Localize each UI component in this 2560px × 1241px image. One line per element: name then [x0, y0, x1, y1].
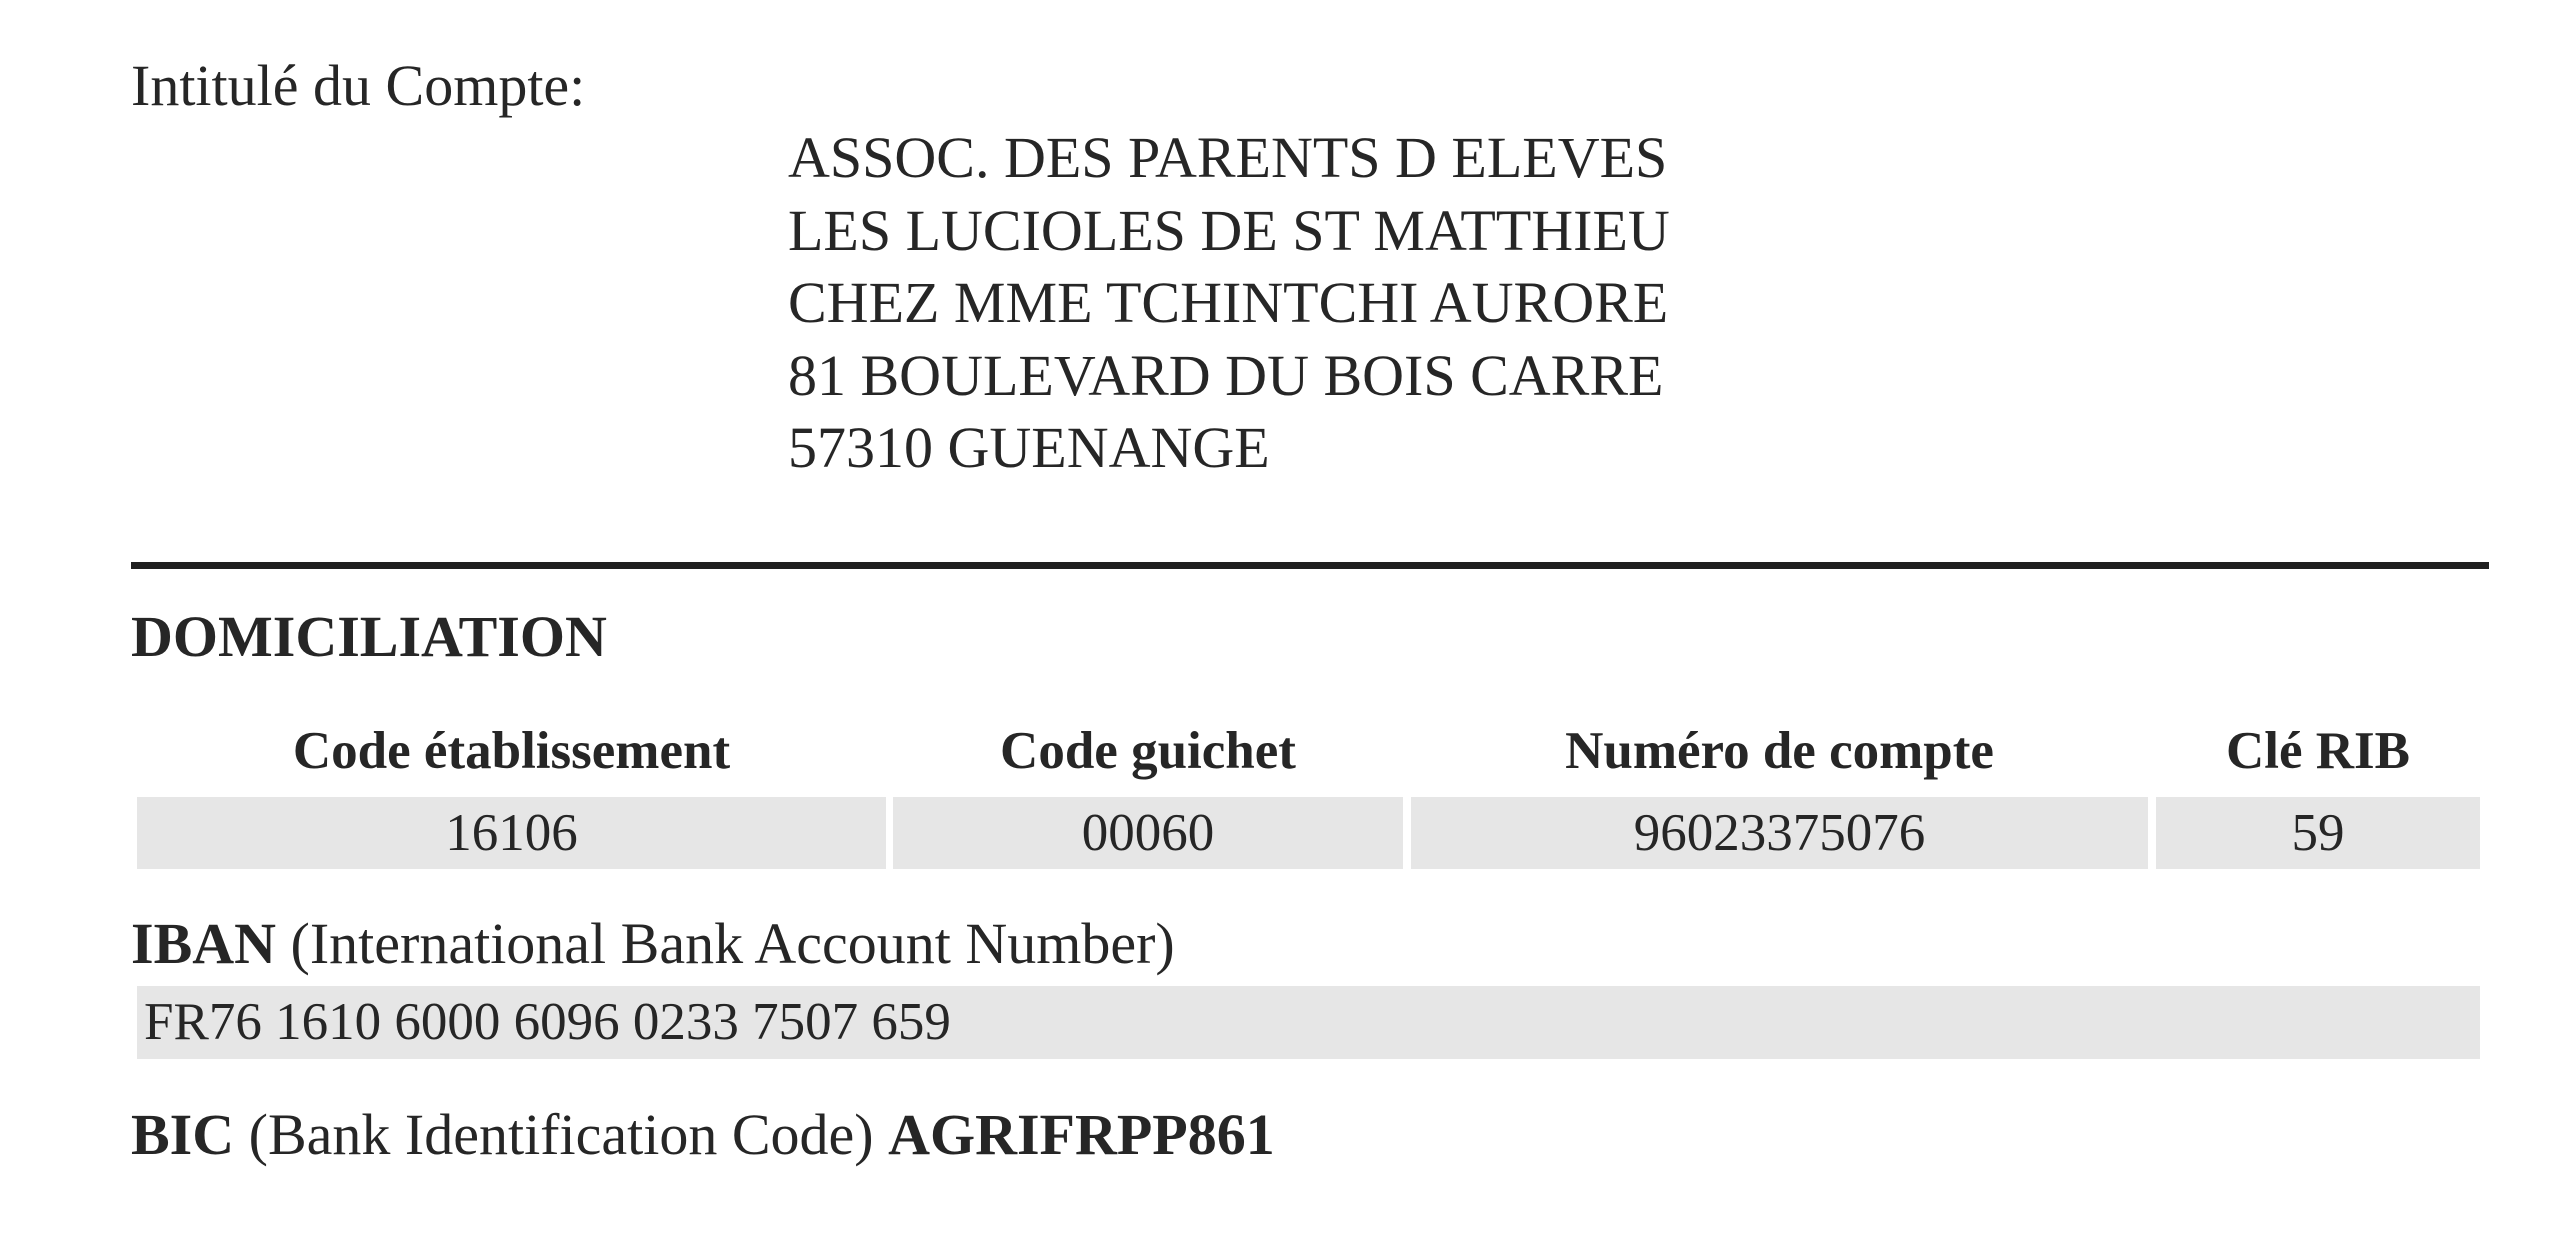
address-line: 81 BOULEVARD DU BOIS CARRE [788, 342, 1664, 408]
address-line: ASSOC. DES PARENTS D ELEVES [788, 125, 1668, 190]
account-title-label: Intitulé du Compte: [131, 53, 586, 118]
header-cle-rib: Clé RIB [2225, 722, 2411, 780]
address-line: 57310 GUENANGE [788, 415, 1270, 480]
iban-label: IBAN [131, 911, 277, 976]
domiciliation-title: DOMICILIATION [131, 604, 607, 669]
bic-description: (Bank Identification Code) [248, 1102, 874, 1167]
bic-value: AGRIFRPP861 [888, 1102, 1275, 1167]
iban-description: (International Bank Account Number) [290, 911, 1175, 976]
iban-value: FR76 1610 6000 6096 0233 7507 659 [144, 993, 951, 1051]
value-cle-rib: 59 [2156, 797, 2480, 869]
value-numero-de-compte: 96023375076 [1411, 797, 2148, 869]
bic-label: BIC [131, 1102, 235, 1167]
value-code-guichet: 00060 [893, 797, 1403, 869]
header-code-guichet: Code guichet [1000, 722, 1296, 780]
header-code-etablissement: Code établissement [292, 722, 731, 780]
account-holder-address [788, 122, 1670, 485]
section-divider [131, 562, 2489, 569]
iban-heading [131, 908, 1175, 980]
value-code-etablissement: 16106 [137, 797, 886, 869]
address-line: CHEZ MME TCHINTCHI AURORE [788, 270, 1669, 335]
header-numero-de-compte: Numéro de compte [1565, 722, 1994, 780]
bic-line [131, 1099, 1275, 1171]
address-line: LES LUCIOLES DE ST MATTHIEU [788, 197, 1670, 263]
iban-value-box [137, 986, 2480, 1059]
